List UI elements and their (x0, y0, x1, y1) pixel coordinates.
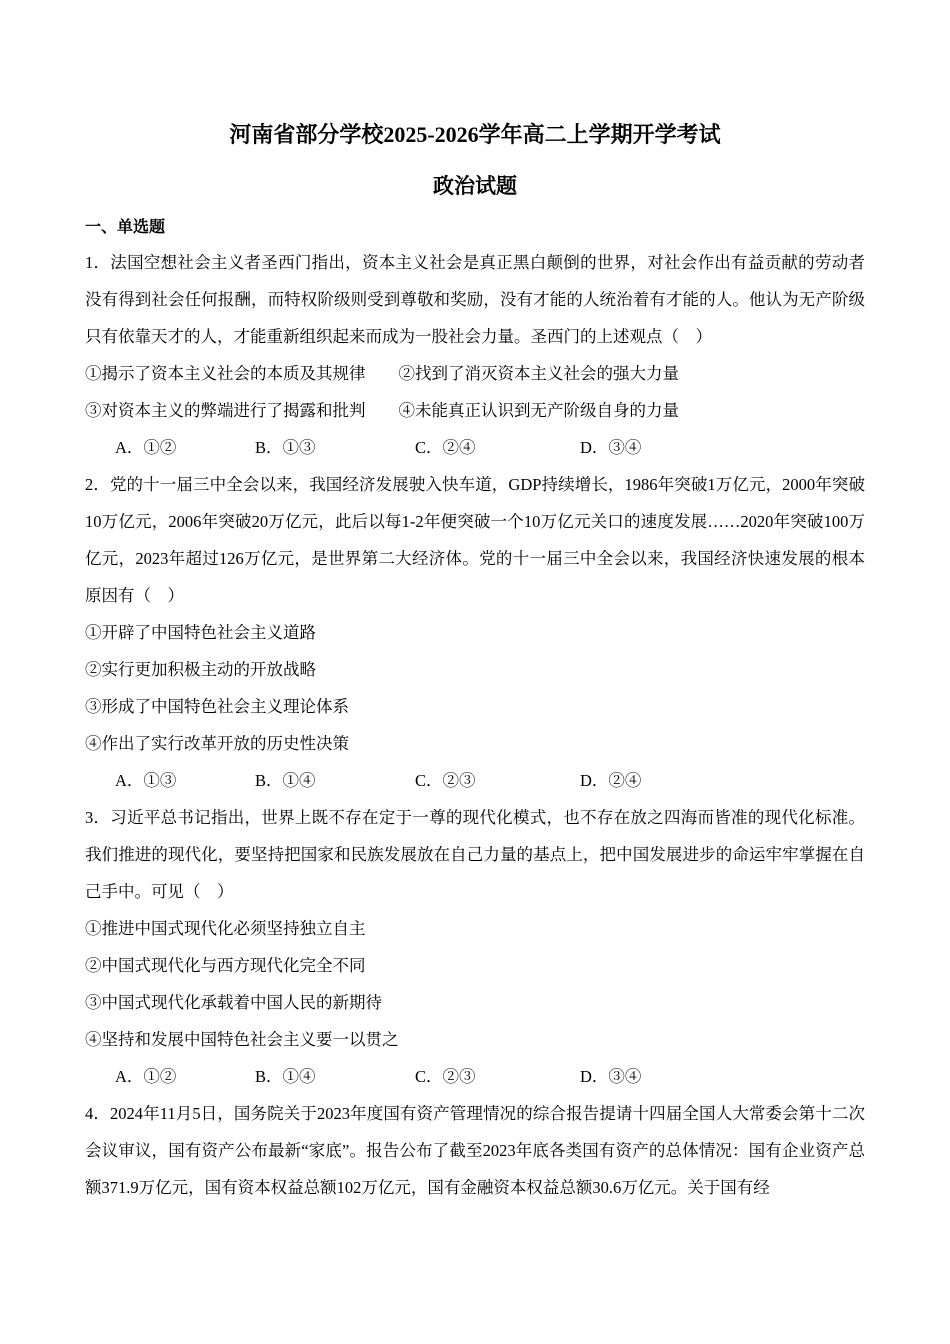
question-1-statements-line-1: ①揭示了资本主义社会的本质及其规律 ②找到了消灭资本主义社会的强大力量 (85, 363, 679, 383)
question-2-option-b: B．①④ (255, 770, 316, 790)
question-3-statement-3: ③中国式现代化承载着中国人民的新期待 (85, 992, 382, 1012)
question-2-statement-3: ③形成了中国特色社会主义理论体系 (85, 696, 349, 716)
question-2-option-c: C．②③ (415, 770, 476, 790)
question-1-option-a: A．①② (115, 437, 177, 457)
question-4-stem: 4．2024年11月5日，国务院关于2023年度国有资产管理情况的综合报告提请十四届全国人大常委会第十二次会议审议，国有资产公布最新“家底”。报告公布了截至2023年底各类国有资产的总体情况：国有企业资产总额371.9万亿元，国有资本权益总额102万亿元，国有金融资本权益总额30.6万亿元。关于国有经 (85, 1103, 865, 1197)
question-4 (85, 1095, 865, 1206)
question-3 (85, 799, 865, 1095)
question-2-option-a: A．①③ (115, 770, 177, 790)
exam-title: 河南省部分学校2025-2026学年高二上学期开学考试 (229, 122, 721, 147)
question-2-options-row (85, 762, 865, 799)
question-1-option-d: D．③④ (580, 437, 642, 457)
section-heading-single-choice: 一、单选题 (85, 218, 166, 236)
question-3-statement-2: ②中国式现代化与西方现代化完全不同 (85, 955, 366, 975)
question-2-statement-1: ①开辟了中国特色社会主义道路 (85, 622, 316, 642)
question-3-stem: 3．习近平总书记指出，世界上既不存在定于一尊的现代化模式，也不存在放之四海而皆准的现代化标准。我们推进的现代化，要坚持把国家和民族发展放在自己力量的基点上，把中国发展进步的命运牢牢掌握在自己手中。可见（ ） (85, 807, 865, 901)
question-1-statements-line-2: ③对资本主义的弊端进行了揭露和批判 ④未能真正认识到无产阶级自身的力量 (85, 400, 679, 420)
question-3-statement-1: ①推进中国式现代化必须坚持独立自主 (85, 918, 366, 938)
question-1-options-row (85, 429, 865, 466)
question-2-stem: 2．党的十一届三中全会以来，我国经济发展驶入快车道，GDP持续增长，1986年突破1万亿元，2000年突破10万亿元，2006年突破20万亿元，此后以每1-2年便突破一个10万亿元关口的速度发展……2020年突破100万亿元，2023年超过126万亿元，是世界第二大经济体。党的十一届三中全会以来，我国经济快速发展的根本原因有（ ） (85, 474, 865, 605)
question-2-statement-2: ②实行更加积极主动的开放战略 (85, 659, 316, 679)
question-3-options-row (85, 1058, 865, 1095)
exam-subtitle: 政治试题 (433, 174, 517, 199)
question-1 (85, 244, 865, 466)
question-1-stem: 1．法国空想社会主义者圣西门指出，资本主义社会是真正黑白颠倒的世界，对社会作出有益贡献的劳动者没有得到社会任何报酬，而特权阶级则受到尊敬和奖励，没有才能的人统治着有才能的人。他认为无产阶级只有依靠天才的人，才能重新组织起来而成为一股社会力量。圣西门的上述观点（ ） (85, 252, 865, 346)
question-1-option-b: B．①③ (255, 437, 316, 457)
question-2-option-d: D．②④ (580, 770, 642, 790)
question-3-option-d: D．③④ (580, 1066, 642, 1086)
question-3-option-a: A．①② (115, 1066, 177, 1086)
question-2 (85, 466, 865, 799)
question-3-option-b: B．①④ (255, 1066, 316, 1086)
question-3-statement-4: ④坚持和发展中国特色社会主义要一以贯之 (85, 1029, 399, 1049)
question-3-option-c: C．②③ (415, 1066, 476, 1086)
question-2-statement-4: ④作出了实行改革开放的历史性决策 (85, 733, 349, 753)
question-1-option-c: C．②④ (415, 437, 476, 457)
